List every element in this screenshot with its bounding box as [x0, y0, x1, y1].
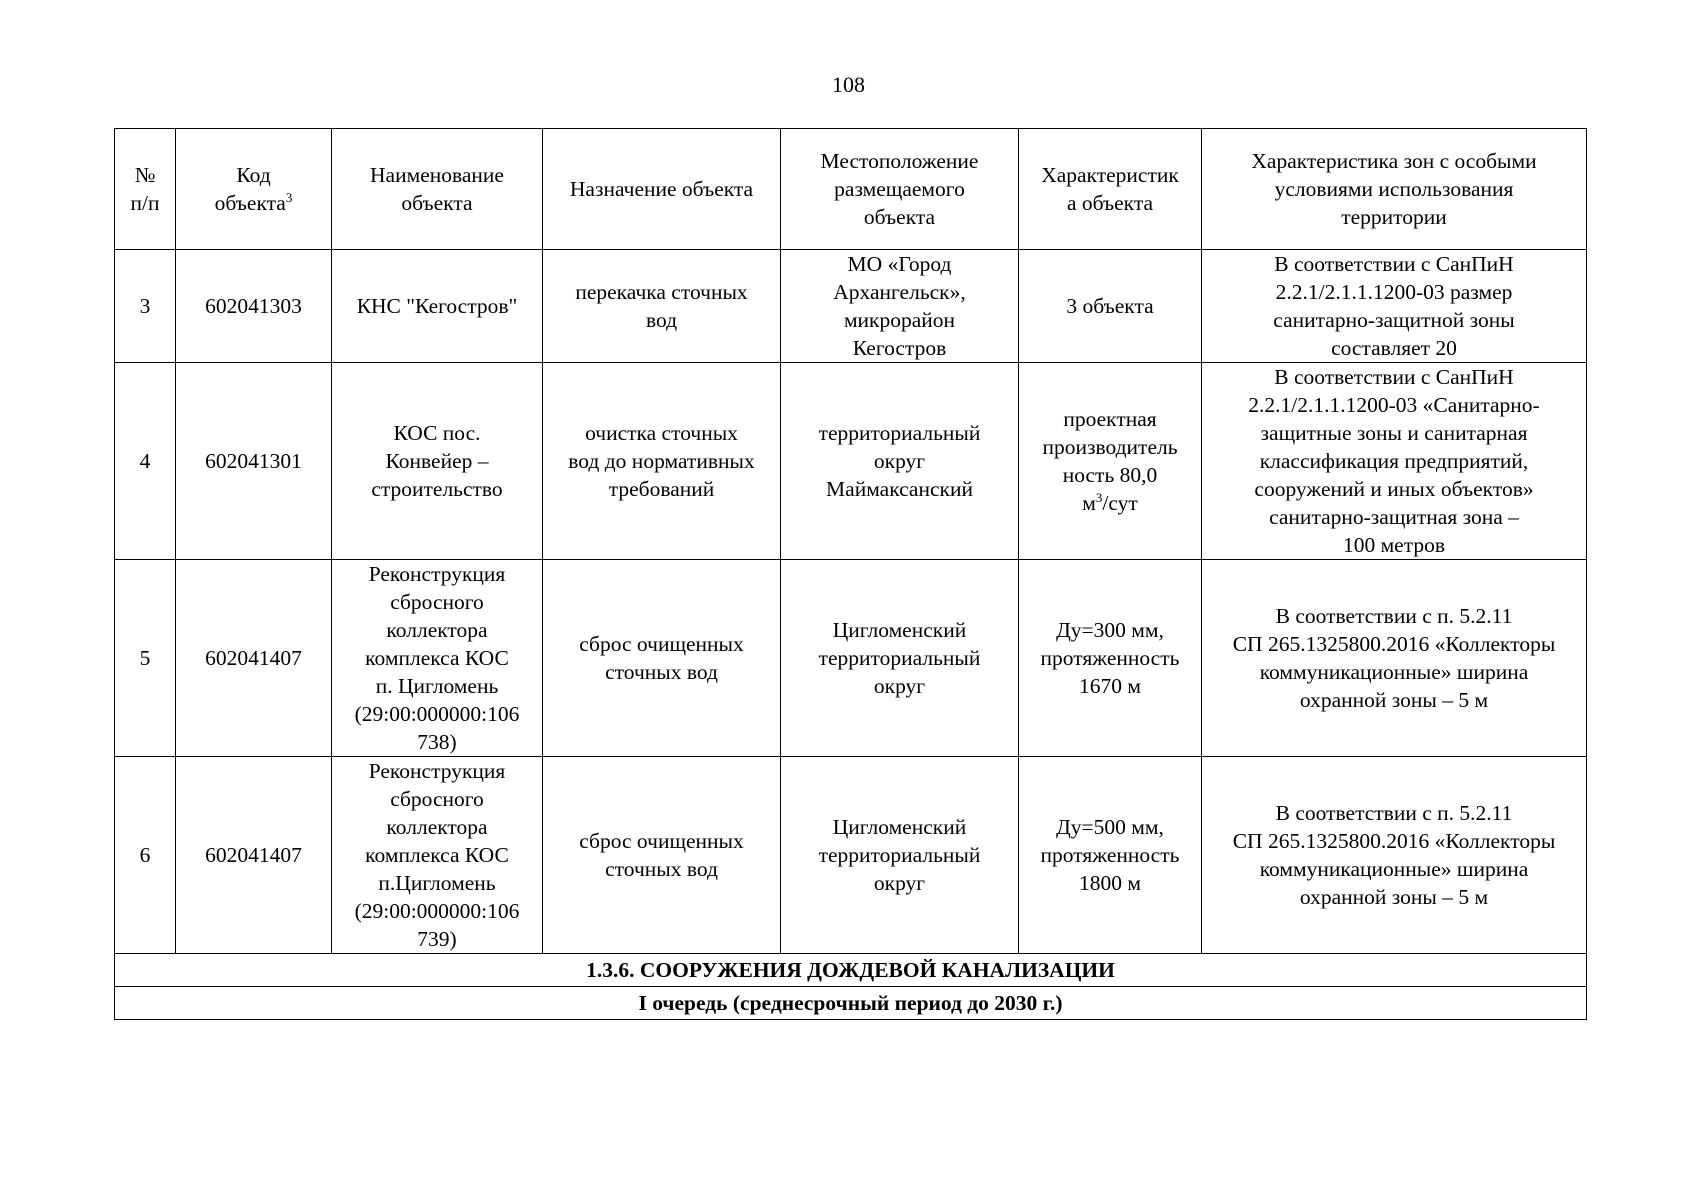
header-purpose: Назначение объекта — [543, 129, 781, 250]
cell-zones: В соответствии с СанПиН 2.2.1/2.1.1.1200-03 «Санитарно- защитные зоны и санитарная классификация предприятий, сооружений и иных объектов» санитарно-защитная зона – 100 метров — [1202, 363, 1587, 560]
cell-name: КНС "Кегостров" — [332, 250, 543, 363]
cell-purpose: очистка сточных вод до нормативных требований — [543, 363, 781, 560]
cell-code: 602041301 — [176, 363, 332, 560]
table-row — [115, 560, 1587, 757]
cell-location: Цигломенский территориальный округ — [781, 757, 1019, 954]
objects-table — [114, 128, 1587, 1020]
header-code — [176, 129, 332, 250]
footnote-marker: 3 — [285, 189, 293, 205]
header-name: Наименование объекта — [332, 129, 543, 250]
cell-location: МО «Город Архангельск», микрорайон Кегостров — [781, 250, 1019, 363]
cell-zones: В соответствии с СанПиН 2.2.1/2.1.1.1200-03 размер санитарно-защитной зоны составляет 20 — [1202, 250, 1587, 363]
cell-code: 602041407 — [176, 757, 332, 954]
cell-num: 5 — [115, 560, 176, 757]
cell-characteristic: Ду=300 мм, протяженность 1670 м — [1019, 560, 1202, 757]
cell-num: 4 — [115, 363, 176, 560]
cell-zones: В соответствии с п. 5.2.11 СП 265.1325800.2016 «Коллекторы коммуникационные» ширина охранной зоны – 5 м — [1202, 560, 1587, 757]
cell-zones: В соответствии с п. 5.2.11 СП 265.1325800.2016 «Коллекторы коммуникационные» ширина охранной зоны – 5 м — [1202, 757, 1587, 954]
cell-name: КОС пос. Конвейер – строительство — [332, 363, 543, 560]
header-location: Местоположение размещаемого объекта — [781, 129, 1019, 250]
cell-purpose: перекачка сточных вод — [543, 250, 781, 363]
cell-name: Реконструкция сбросного коллектора комплекса КОС п. Цигломень (29:00:000000:106 738) — [332, 560, 543, 757]
characteristic-text: проектная производитель ность 80,0 м — [1042, 407, 1178, 515]
cell-purpose: сброс очищенных сточных вод — [543, 757, 781, 954]
cell-code: 602041407 — [176, 560, 332, 757]
cell-code: 602041303 — [176, 250, 332, 363]
cell-location: Цигломенский территориальный округ — [781, 560, 1019, 757]
page-number: 108 — [832, 72, 865, 97]
table-row — [115, 757, 1587, 954]
cell-characteristic: Ду=500 мм, протяженность 1800 м — [1019, 757, 1202, 954]
header-characteristic: Характеристик а объекта — [1019, 129, 1202, 250]
table-row — [115, 250, 1587, 363]
cell-location: территориальный округ Маймаксанский — [781, 363, 1019, 560]
section-row — [115, 954, 1587, 987]
cell-name: Реконструкция сбросного коллектора комплекса КОС п.Цигломень (29:00:000000:106 739) — [332, 757, 543, 954]
header-zones: Характеристика зон с особыми условиями использования территории — [1202, 129, 1587, 250]
subsection-row — [115, 987, 1587, 1020]
section-title: 1.3.6. СООРУЖЕНИЯ ДОЖДЕВОЙ КАНАЛИЗАЦИИ — [115, 954, 1587, 987]
cell-num: 6 — [115, 757, 176, 954]
header-code-label: Код объекта — [214, 163, 286, 215]
subsection-title: I очередь (среднесрочный период до 2030 г.) — [115, 987, 1587, 1020]
unit-superscript: 3 — [1095, 489, 1103, 505]
cell-num: 3 — [115, 250, 176, 363]
unit-tail: /сут — [1102, 491, 1138, 515]
cell-purpose: сброс очищенных сточных вод — [543, 560, 781, 757]
cell-characteristic: 3 объекта — [1019, 250, 1202, 363]
table-header-row — [115, 129, 1587, 250]
table-row — [115, 363, 1587, 560]
header-num: № п/п — [115, 129, 176, 250]
cell-characteristic — [1019, 363, 1202, 560]
